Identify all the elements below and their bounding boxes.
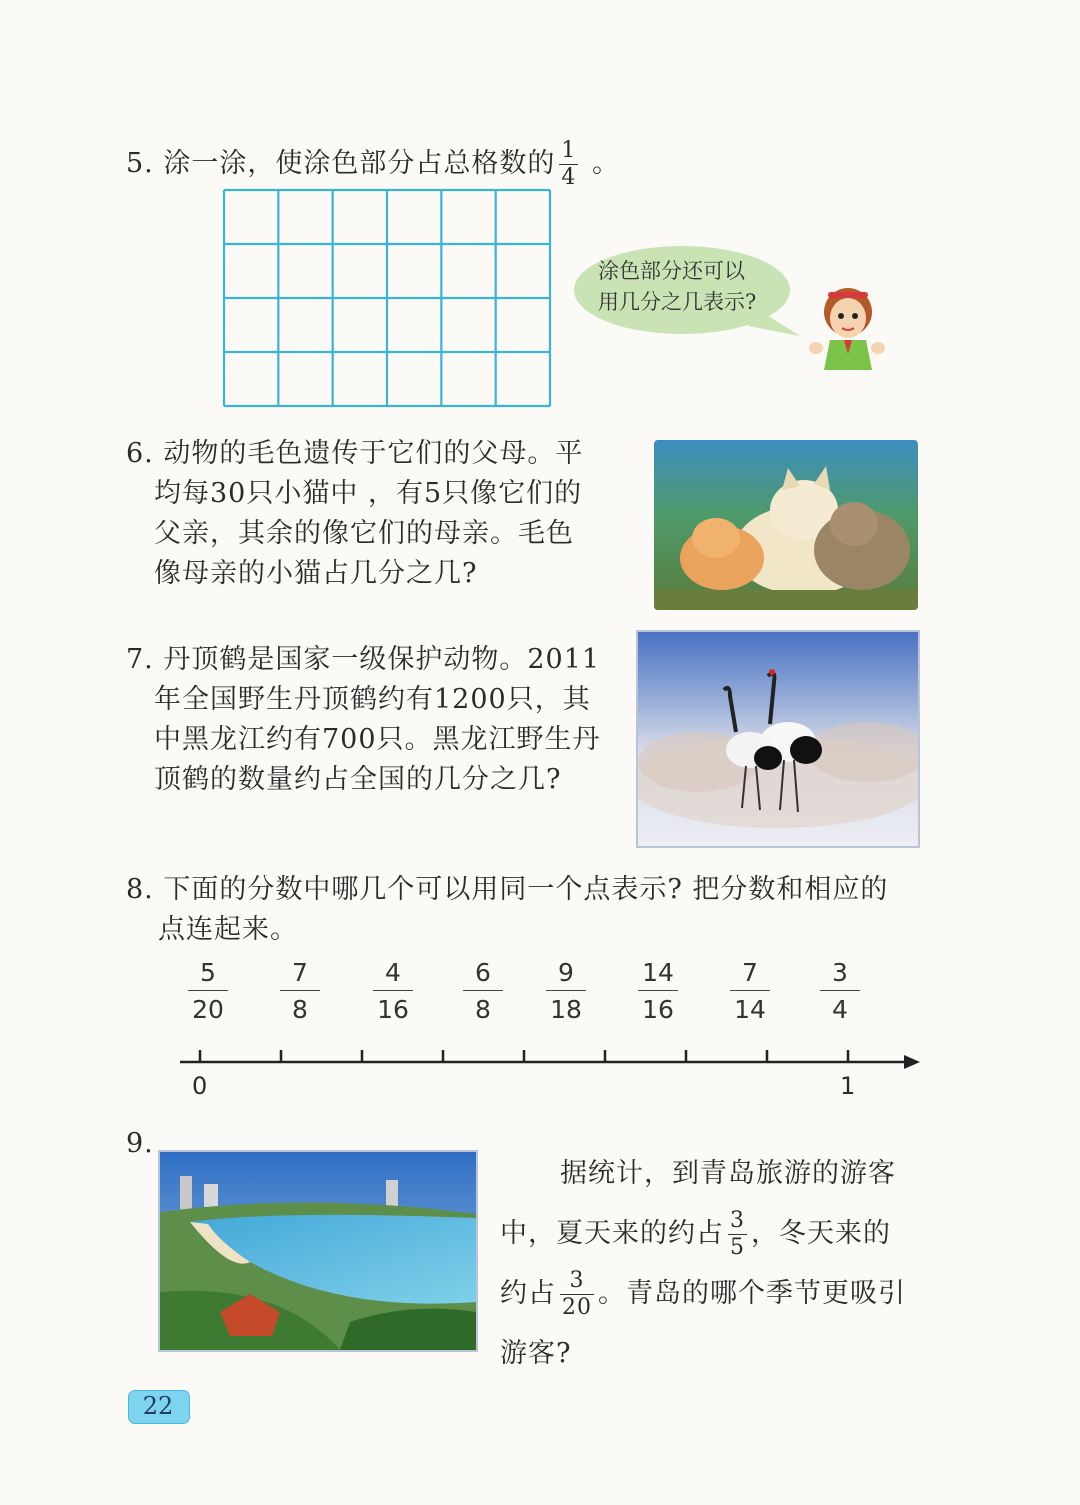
q8-fraction-6[interactable]: 7 14 [720,958,780,1025]
q8-fraction-4[interactable]: 9 18 [536,958,596,1025]
q5-grid[interactable] [222,188,552,408]
q8-fraction-2[interactable]: 4 16 [363,958,423,1025]
q5-prompt: 5. 涂一涂，使涂色部分占总格数的 $\frac{1}{4}$ 。 [126,138,620,190]
red-crowned-crane-photo [636,630,920,848]
q7-text: 7. 丹顶鹤是国家一级保护动物。2011 年全国野生丹顶鹤约有1200只，其 中黑龙江约有700只。黑龙江野生丹 顶鹤的数量约占全国的几分之几? [126,644,601,795]
q9-number: 9. [126,1128,154,1159]
kittens-photo [652,438,920,612]
q8-number-line[interactable] [176,1040,926,1080]
q5-text: 涂一涂，使涂色部分占总格数的 [163,148,556,179]
q9-summer-fraction: $\frac{3}{5}$ [730,1208,745,1260]
number-line-one-label: 1 [840,1072,856,1100]
number-line-zero-label: 0 [192,1072,208,1100]
q8-text: 8. 下面的分数中哪几个可以用同一个点表示? 把分数和相应的 点连起来。 [126,874,889,945]
q8-fraction-3[interactable]: 6 8 [453,958,513,1025]
q8-fraction-0[interactable]: 5 20 [178,958,238,1025]
q8-fraction-5[interactable]: 14 16 [628,958,688,1025]
q9-winter-fraction: $\frac{3}{20}$ [562,1268,592,1320]
qingdao-beach-photo [158,1150,478,1352]
q8-fraction-1[interactable]: 7 8 [270,958,330,1025]
page-number: 22 [142,1392,174,1420]
q8-fraction-7[interactable]: 3 4 [810,958,870,1025]
girl-character-illustration [806,284,886,370]
q6-text: 6. 动物的毛色遗传于它们的父母。平 均每30只小猫中 ，有5只像它们的 父亲，其余的像它们的母亲。毛色 像母亲的小猫占几分之几? [126,438,584,589]
speech-bubble-text: 涂色部分还可以 用几分之几表示? [598,259,757,314]
q5-fraction: $\frac{1}{4}$ [561,138,577,190]
q5-number: 5. [126,148,154,179]
q9-text: 据统计，到青岛旅游的游客 中，夏天来的约占 $\frac{3}{5}$ ，冬天来的 约占 $\frac{3}{20}$ 。青岛的哪个季节更吸引 游客? [500,1158,906,1369]
